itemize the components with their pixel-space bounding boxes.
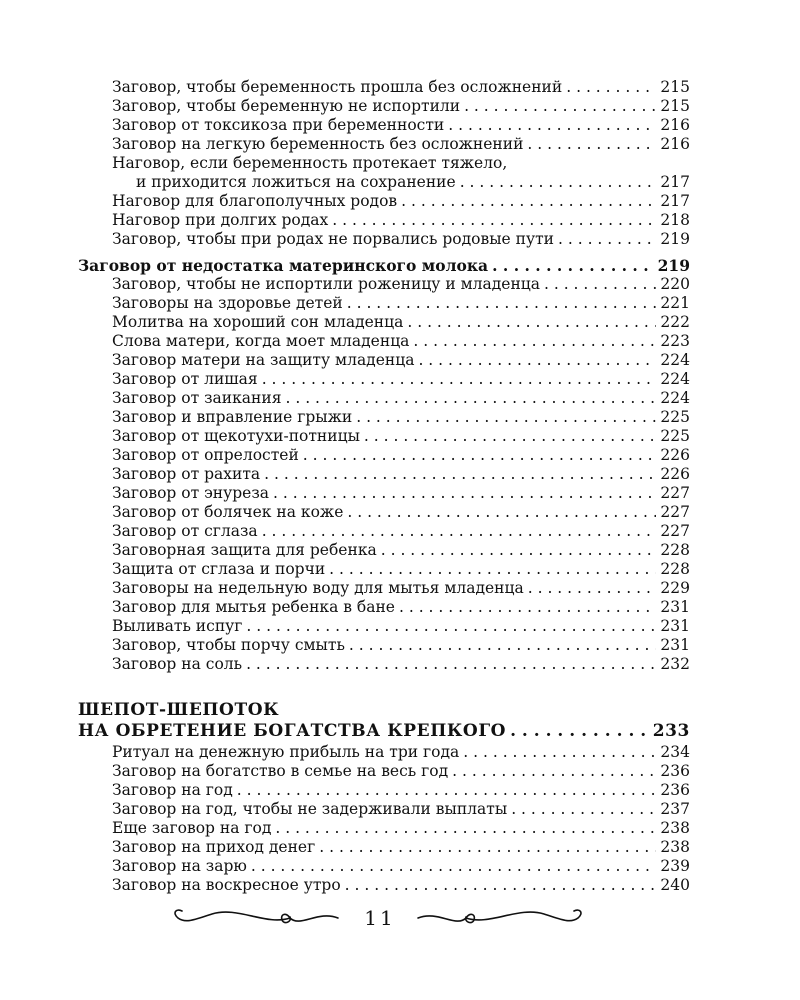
toc-entry: Заговор от рахита . . . 226 [112, 465, 690, 484]
toc-entry: Заговор на богатство в семье на весь год . . . 236 [112, 762, 690, 781]
toc-entry: Заговор матери на защиту младенца . . . 224 [112, 351, 690, 370]
page-footer [0, 900, 800, 940]
toc-entry: Слова матери, когда моет младенца . . . 223 [112, 332, 690, 351]
toc-entry: Заговор от токсикоза при беременности . . . 216 [112, 116, 690, 135]
toc-entry: Заговор от заикания . . . 224 [112, 389, 690, 408]
toc-entry: Заговор от энуреза . . . 227 [112, 484, 690, 503]
toc-entry: Заговор от болячек на коже . . . 227 [112, 503, 690, 522]
toc-entry: Защита от сглаза и порчи . . . 228 [112, 560, 690, 579]
toc-entry: Заговор от щекотухи-потницы . . . 225 [112, 427, 690, 446]
toc-entry: Заговор и вправление грыжи . . . 225 [112, 408, 690, 427]
toc-entry: Заговор, чтобы при родах не порвались родовые пути . . . 219 [112, 230, 690, 249]
toc-entry: Выливать испуг . . . 231 [112, 617, 690, 636]
toc-entry: Заговорная защита для ребенка . . . 228 [112, 541, 690, 560]
toc-entry: Наговор при долгих родах . . . 218 [112, 211, 690, 230]
toc-entry: Заговор, чтобы беременную не испортили . . . 215 [112, 97, 690, 116]
toc-entry: Молитва на хороший сон младенца . . . 222 [112, 313, 690, 332]
toc-entry: Заговор на приход денег . . . 238 [112, 838, 690, 857]
toc-entry: Заговор, чтобы порчу смыть . . . 231 [112, 636, 690, 655]
toc-entry: Заговор, чтобы беременность прошла без осложнений . . . 215 [112, 78, 690, 97]
toc-entry: Ритуал на денежную прибыль на три года . . . 234 [112, 743, 690, 762]
toc-section-title: ШЕПОТ-ШЕПОТОК [78, 700, 280, 720]
toc-entry: Заговоры на недельную воду для мытья младенца . . . 229 [112, 579, 690, 598]
toc-entry: Заговор на год, чтобы не задерживали выплаты . . . 237 [112, 800, 690, 819]
toc-entry: Заговор на соль . . . 232 [112, 655, 690, 674]
toc-entry-first-line: Наговор, если беременность протекает тяжело, [112, 154, 508, 172]
toc-entry: Заговор для мытья ребенка в бане . . . 231 [112, 598, 690, 617]
toc-entry: Заговор от сглаза . . . 227 [112, 522, 690, 541]
toc-entry: Заговор на легкую беременность без осложнений . . . 216 [112, 135, 690, 154]
toc-entry: Заговоры на здоровье детей . . . 221 [112, 294, 690, 313]
toc-chapter-heading: Заговор от недостатка материнского молока . . . 219 [78, 256, 690, 275]
toc-section-heading: НА ОБРЕТЕНИЕ БОГАТСТВА КРЕПКОГО . . . 233 [78, 722, 690, 741]
toc-entry: Заговор на год . . . 236 [112, 781, 690, 800]
toc-entry: Заговор от опрелостей . . . 226 [112, 446, 690, 465]
toc-entry: Заговор на зарю . . . 239 [112, 857, 690, 876]
toc-entry: Заговор, чтобы не испортили роженицу и младенца . . . 220 [112, 275, 690, 294]
toc-entry: и приходится ложиться на сохранение . . . 217 [136, 173, 690, 192]
page-number: 11 [364, 906, 396, 930]
toc-entry: Заговор на воскресное утро . . . 240 [112, 876, 690, 895]
toc-entry: Наговор для благополучных родов . . . 217 [112, 192, 690, 211]
toc-entry: Заговор от лишая . . . 224 [112, 370, 690, 389]
toc-entry: Еще заговор на год . . . 238 [112, 819, 690, 838]
